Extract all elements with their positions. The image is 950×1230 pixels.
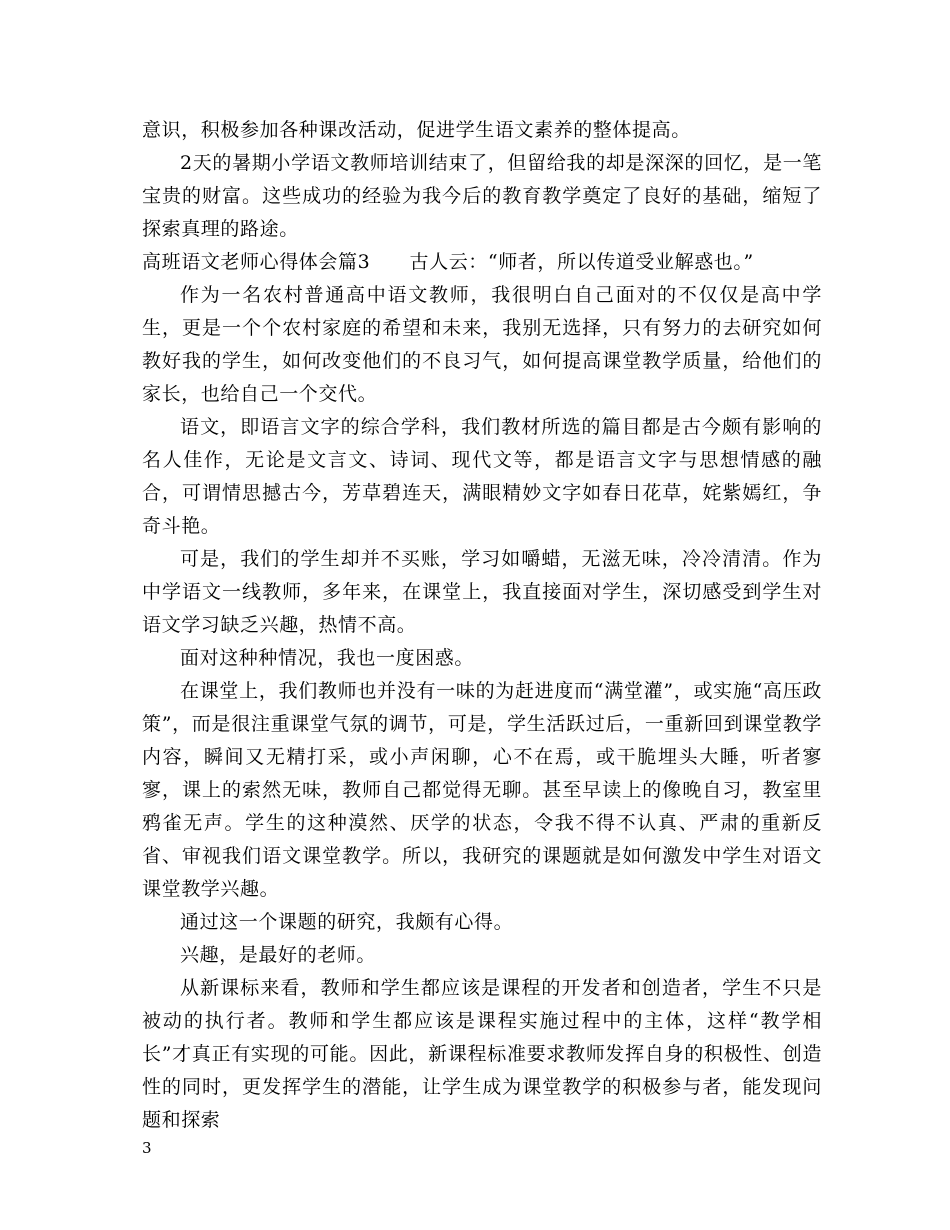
document-body [142, 114, 822, 1137]
paragraph: 通过这一个课题的研究，我颇有心得。 [180, 911, 514, 933]
paragraph: 面对这种种情况，我也一度困惑。 [180, 647, 475, 669]
page-number: 3 [142, 1139, 152, 1157]
paragraph: 在课堂上，我们教师也并没有一味的为赶进度而“满堂灌”，或实施“高压政策”，而是很注重课堂气氛的调节，可是，学生活跃过后，一重新回到课堂教学内容，瞬间又无精打采，或小声闲聊，心不在焉，或干脆埋头大睡，听者寥寥，课上的索然无味，教师自己都觉得无聊。甚至早读上的像晚自习，教室里鸦雀无声。学生的这种漠然、厌学的状态，令我不得不认真、严肃的重新反省、审视我们语文课堂教学。所以，我研究的课题就是如何激发中学生对语文课堂教学兴趣。 [142, 680, 822, 900]
paragraph: 语文，即语言文字的综合学科，我们教材所选的篇目都是古今颇有影响的名人佳作，无论是文言文、诗词、现代文等，都是语言文字与思想情感的融合，可谓情思撼古今，芳草碧连天，满眼精妙文字如春日花草，姹紫嫣红，争奇斗艳。 [142, 416, 822, 537]
paragraph: 从新课标来看，教师和学生都应该是课程的开发者和创造者，学生不只是被动的执行者。教师和学生都应该是课程实施过程中的主体，这样“教学相长”才真正有实现的可能。因此，新课程标准要求教师发挥自身的积极性、创造性的同时，更发挥学生的潜能，让学生成为课堂教学的积极参与者，能发现问题和探索 [142, 977, 822, 1131]
section-title: 高班语文老师心得体会篇3 古人云：“师者，所以传道受业解惑也。” [142, 251, 754, 273]
paragraph: 意识，积极参加各种课改活动，促进学生语文素养的整体提高。 [142, 119, 691, 141]
paragraph: 可是，我们的学生却并不买账，学习如嚼蜡，无滋无味，冷冷清清。作为中学语文一线教师，多年来，在课堂上，我直接面对学生，深切感受到学生对语文学习缺乏兴趣，热情不高。 [142, 548, 822, 636]
paragraph: 作为一名农村普通高中语文教师，我很明白自己面对的不仅仅是高中学生，更是一个个农村家庭的希望和未来，我别无选择，只有努力的去研究如何教好我的学生，如何改变他们的不良习气，如何提高课堂教学质量，给他们的家长，也给自己一个交代。 [142, 284, 822, 405]
paragraph: 2天的暑期小学语文教师培训结束了，但留给我的却是深深的回忆，是一笔宝贵的财富。这些成功的经验为我今后的教育教学奠定了良好的基础，缩短了探索真理的路途。 [142, 152, 822, 240]
paragraph: 兴趣，是最好的老师。 [180, 944, 377, 966]
